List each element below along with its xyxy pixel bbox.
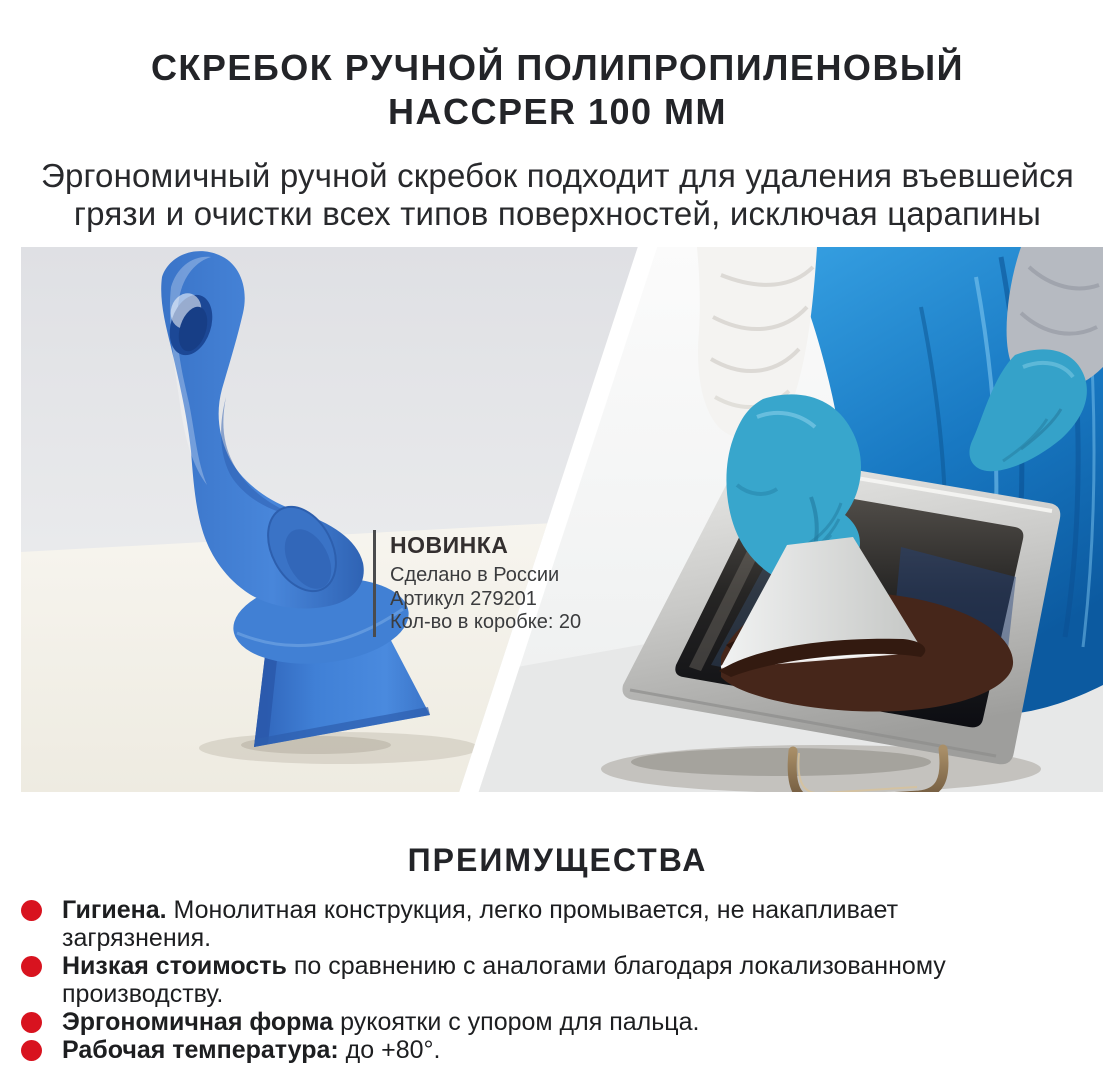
- advantage-bold: Гигиена.: [62, 896, 167, 924]
- photo-strip: [21, 247, 1103, 792]
- bullet-icon: [21, 1012, 42, 1033]
- list-item: [20, 952, 950, 1008]
- advantage-bold: Низкая стоимость: [62, 952, 287, 980]
- bullet-icon: [21, 1040, 42, 1061]
- advantage-bold: Эргономичная форма: [62, 1008, 334, 1036]
- advantages-list: [20, 896, 950, 1064]
- made-in-line: Сделано в России: [390, 564, 560, 586]
- article-line: Артикул 279201: [390, 587, 537, 610]
- advantage-text: до +80°.: [338, 1036, 441, 1064]
- bullet-icon: [21, 900, 42, 921]
- box-qty-line: Кол-во в коробке: 20: [390, 611, 582, 633]
- list-item: [20, 896, 950, 952]
- list-item: [20, 1036, 950, 1064]
- advantages-heading: ПРЕИМУЩЕСТВА: [407, 842, 708, 878]
- advantage-text: рукоятки с упором для пальца.: [333, 1008, 700, 1036]
- bullet-icon: [21, 956, 42, 977]
- novelty-badge-block: [373, 530, 581, 637]
- list-item: [20, 1008, 950, 1036]
- page-title: [0, 46, 1115, 134]
- page-subtitle-line1: Эргономичный ручной скребок подходит для удаления въевшейся: [41, 157, 1074, 194]
- advantage-text: по сравнению с аналогами благодаря локализованному производству.: [62, 952, 946, 1008]
- page-subtitle: [0, 157, 1115, 233]
- advantage-bold: Рабочая температура:: [62, 1036, 339, 1064]
- page-title-line1: СКРЕБОК РУЧНОЙ ПОЛИПРОПИЛЕНОВЫЙ: [150, 47, 965, 88]
- advantage-text: Монолитная конструкция, легко промывается, не накапливает загрязнения.: [62, 896, 899, 952]
- novelty-badge: НОВИНКА: [390, 532, 509, 558]
- page-subtitle-line2: грязи и очистки всех типов поверхностей, исключая царапины: [73, 195, 1042, 232]
- page-title-line2: HACCPER 100 ММ: [387, 91, 728, 132]
